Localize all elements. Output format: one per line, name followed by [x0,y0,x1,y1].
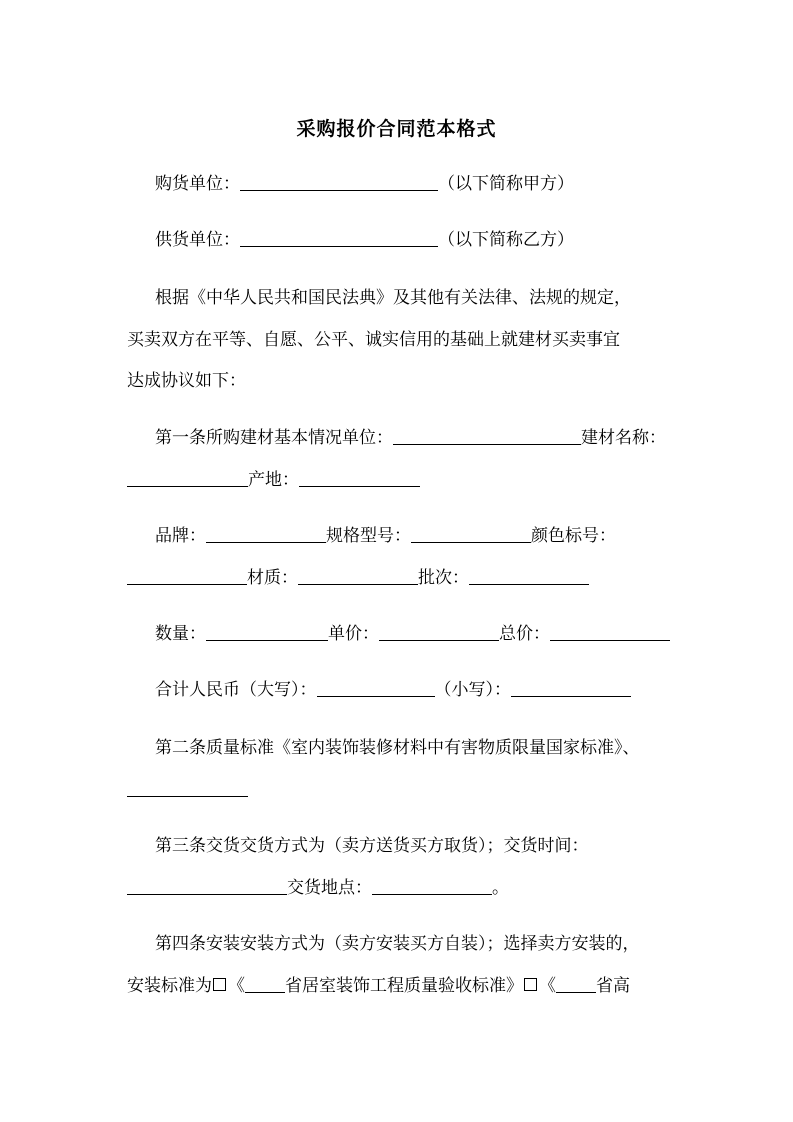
model-label: 规格型号： [326,526,411,546]
article-1-line-2 [127,468,687,492]
province-blank-2[interactable] [556,974,596,993]
article-4-line-2 [127,974,687,998]
article-3-end: 。 [492,878,509,898]
material-line [127,566,687,590]
batch-blank[interactable] [469,566,589,585]
document-title: 采购报价合同范本格式 [296,118,497,140]
delivery-place-label: 交货地点： [287,878,372,898]
unit-blank[interactable] [393,426,581,445]
article-1-text: 第一条所购建材基本情况单位： [155,428,393,448]
bracket-2: 《 [539,976,556,996]
batch-label: 批次： [418,568,469,588]
standard-2-label: 省高 [596,976,630,996]
brand-label: 品牌： [155,526,206,546]
article-2-line-1: 第二条质量标准《室内装饰装修材料中有害物质限量国家标准》、 [155,738,640,758]
color-blank[interactable] [127,566,247,585]
article-3-line-1: 第三条交货交货方式为（卖方送货买方取货）；交货时间： [155,836,589,856]
rmb-big-label: 合计人民币（大写）： [155,680,317,700]
total-price-label: 总价： [499,624,550,644]
material-name-blank[interactable] [127,468,248,487]
supplier-label: 供货单位： [155,230,240,250]
install-standard-label: 安装标准为 [127,976,212,996]
article-2-line-2 [127,778,687,802]
checkbox-1[interactable] [213,978,226,991]
supplier-blank[interactable] [240,228,438,247]
buyer-line [155,172,695,196]
unit-price-label: 单价： [328,624,379,644]
article-4-line-1: 第四条安装安装方式为（卖方安装买方自装）；选择卖方安装的， [155,934,640,954]
total-price-blank[interactable] [550,622,670,641]
color-label: 颜色标号： [531,526,616,546]
model-blank[interactable] [411,524,531,543]
quantity-line [155,622,695,646]
material-blank[interactable] [298,566,418,585]
quality-standard-blank[interactable] [127,778,248,797]
buyer-blank[interactable] [240,172,438,191]
intro-line-2: 买卖双方在平等、自愿、公平、诚实信用的基础上就建材买卖事宜 [127,330,620,350]
buyer-label: 购货单位： [155,174,240,194]
delivery-time-blank[interactable] [127,876,287,895]
standard-1-label: 省居室装饰工程质量验收标准》 [285,976,523,996]
brand-blank[interactable] [206,524,326,543]
origin-blank[interactable] [299,468,420,487]
checkbox-2[interactable] [524,978,537,991]
supplier-line [155,228,695,252]
buyer-suffix: （以下简称甲方） [438,174,574,194]
intro-line-1: 根据《中华人民共和国民法典》及其他有关法律、法规的规定， [155,288,631,308]
quantity-label: 数量： [155,624,206,644]
material-label: 材质： [247,568,298,588]
rmb-small-blank[interactable] [511,678,631,697]
intro-line-3: 达成协议如下： [127,371,246,391]
origin-label: 产地： [248,470,299,490]
delivery-place-blank[interactable] [372,876,492,895]
article-3-line-2 [127,876,687,900]
supplier-suffix: （以下简称乙方） [438,230,574,250]
rmb-big-blank[interactable] [317,678,435,697]
rmb-line [155,678,695,702]
material-name-label: 建材名称： [581,428,666,448]
province-blank-1[interactable] [245,974,285,993]
rmb-small-label: （小写）： [434,680,511,700]
unit-price-blank[interactable] [379,622,499,641]
quantity-blank[interactable] [206,622,328,641]
brand-line [155,524,695,548]
article-1-line-1 [155,426,695,450]
bracket-1: 《 [228,976,245,996]
